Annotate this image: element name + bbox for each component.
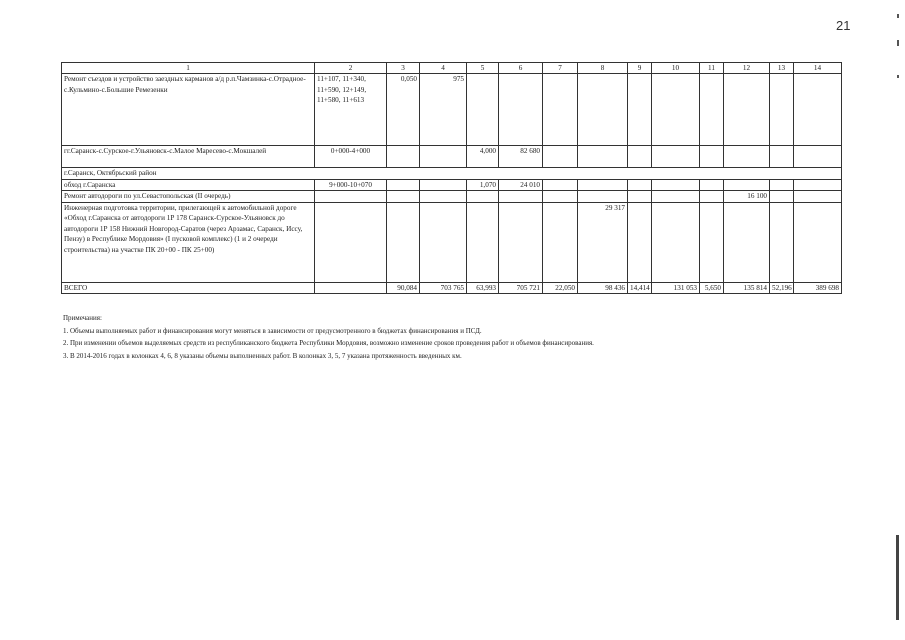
table-cell [467,202,499,282]
table-cell [794,191,842,202]
column-header: 12 [724,63,770,74]
table-cell [499,74,543,146]
table-cell: 52,196 [770,282,794,293]
table-cell [315,282,387,293]
row-name: Ремонт съездов и устройство заездных карманов а/д р.п.Чамзинка-с.Отрадное-с.Кульмино-с.Большие Ремезенки [62,74,315,146]
table-cell [724,74,770,146]
page-number: 21 [836,18,851,33]
row-name: Инженерная подготовка территории, прилегающей к автомобильной дороге «Обход г.Саранска от автодороги 1Р 178 Саранск-Сурское-Ульяновск до автодороги 1Р 158 Нижний Новгород-Саратов (через Арзамас, Саранск, Иссу, Пензу) в Республике Мордовия» (I пусковой комплекс) (1 и 2 очереди строительства) на участке ПК 20+00 - ПК 25+00) [62,202,315,282]
table-cell [467,74,499,146]
table-cell [770,146,794,168]
table-cell [652,191,700,202]
table-cell [652,202,700,282]
table-cell [543,191,578,202]
table-row [62,146,842,168]
table-cell [770,191,794,202]
scan-edge-mark [897,75,899,78]
table-cell [724,202,770,282]
table-cell: 24 010 [499,179,543,190]
data-table [61,62,842,294]
table-cell: 0,050 [387,74,420,146]
table-row [62,179,842,190]
column-header: 5 [467,63,499,74]
table-row [62,74,842,146]
table-cell [794,179,842,190]
table-cell: 975 [420,74,467,146]
column-header: 11 [700,63,724,74]
notes-block [63,312,594,362]
table-cell [700,202,724,282]
table-cell [420,202,467,282]
table-cell [652,74,700,146]
note-item: 3. В 2014-2016 годах в колонках 4, 6, 8 указаны объемы выполненных работ. В колонках 3, 5, 7 указана протяженность введенных км. [63,351,462,360]
table-cell [387,146,420,168]
column-header: 3 [387,63,420,74]
table-row [62,191,842,202]
table-cell [724,179,770,190]
table-cell [315,191,387,202]
column-header: 7 [543,63,578,74]
table-cell [543,179,578,190]
column-header: 6 [499,63,543,74]
table-cell [467,191,499,202]
table-cell: 82 680 [499,146,543,168]
column-header: 9 [628,63,652,74]
row-name: Ремонт автодороги по ул.Севастопольская (II очередь) [62,191,315,202]
scan-edge-mark [897,40,899,46]
table-cell: 98 436 [578,282,628,293]
table-section-row [62,168,842,179]
scan-edge-mark [896,535,899,620]
table-cell [543,74,578,146]
column-header: 10 [652,63,700,74]
table-cell [700,179,724,190]
row-name: ВСЕГО [62,282,315,293]
table-cell: 135 814 [724,282,770,293]
table-cell [628,202,652,282]
table-cell [578,179,628,190]
table-cell: 22,050 [543,282,578,293]
table-row [62,202,842,282]
row-name: обход г.Саранска [62,179,315,190]
table-cell: 90,084 [387,282,420,293]
section-title: г.Саранск, Октябрьский район [62,168,842,179]
table-cell: 131 053 [652,282,700,293]
column-header: 2 [315,63,387,74]
note-item: 1. Объемы выполняемых работ и финансирования могут меняться в зависимости от предусмотренного в бюджетах финансирования и ПСД. [63,326,482,335]
table-cell [700,146,724,168]
table-cell [387,179,420,190]
table-cell: 14,414 [628,282,652,293]
table-cell [499,202,543,282]
table-cell [628,146,652,168]
notes-title: Примечания: [63,314,102,322]
table-cell [628,74,652,146]
table-cell [628,179,652,190]
table-cell: 29 317 [578,202,628,282]
table-cell [543,146,578,168]
table-cell [794,74,842,146]
table-cell: 1,070 [467,179,499,190]
column-header: 8 [578,63,628,74]
table-cell: 4,000 [467,146,499,168]
table-cell [578,191,628,202]
table-cell: 16 100 [724,191,770,202]
table-cell: 63,993 [467,282,499,293]
table-cell [700,74,724,146]
table-cell [770,202,794,282]
table-cell [387,191,420,202]
table-cell: 9+000-10+070 [315,179,387,190]
table-total-row [62,282,842,293]
table-cell: 389 698 [794,282,842,293]
scan-edge-mark [897,14,899,18]
table-cell [794,146,842,168]
column-header: 4 [420,63,467,74]
note-item: 2. При изменении объемов выделяемых средств из республиканского бюджета Республики Мордовия, возможно изменение сроков проведения работ и объемов финансирования. [63,339,594,347]
table-cell [420,179,467,190]
table-cell [794,202,842,282]
column-header: 14 [794,63,842,74]
column-header: 1 [62,63,315,74]
table-cell [387,202,420,282]
table-cell [578,74,628,146]
table-cell [420,146,467,168]
table-cell [770,179,794,190]
table-header-row [62,63,842,74]
table-cell [578,146,628,168]
table-cell: 11+107, 11+340, 11+590, 12+149, 11+580, 11+613 [315,74,387,146]
table-cell [628,191,652,202]
table-cell [724,146,770,168]
table-cell: 705 721 [499,282,543,293]
table-cell [499,191,543,202]
table-cell: 0+000-4+000 [315,146,387,168]
table-cell [543,202,578,282]
column-header: 13 [770,63,794,74]
table-cell [652,179,700,190]
table-cell [652,146,700,168]
table-cell [700,191,724,202]
row-name: гг.Саранск-с.Сурское-г.Ульяновск-с.Малое Маресево-с.Мокшалей [62,146,315,168]
table-cell [420,191,467,202]
table-cell [315,202,387,282]
table-cell: 703 765 [420,282,467,293]
table-cell [770,74,794,146]
table-cell: 5,650 [700,282,724,293]
